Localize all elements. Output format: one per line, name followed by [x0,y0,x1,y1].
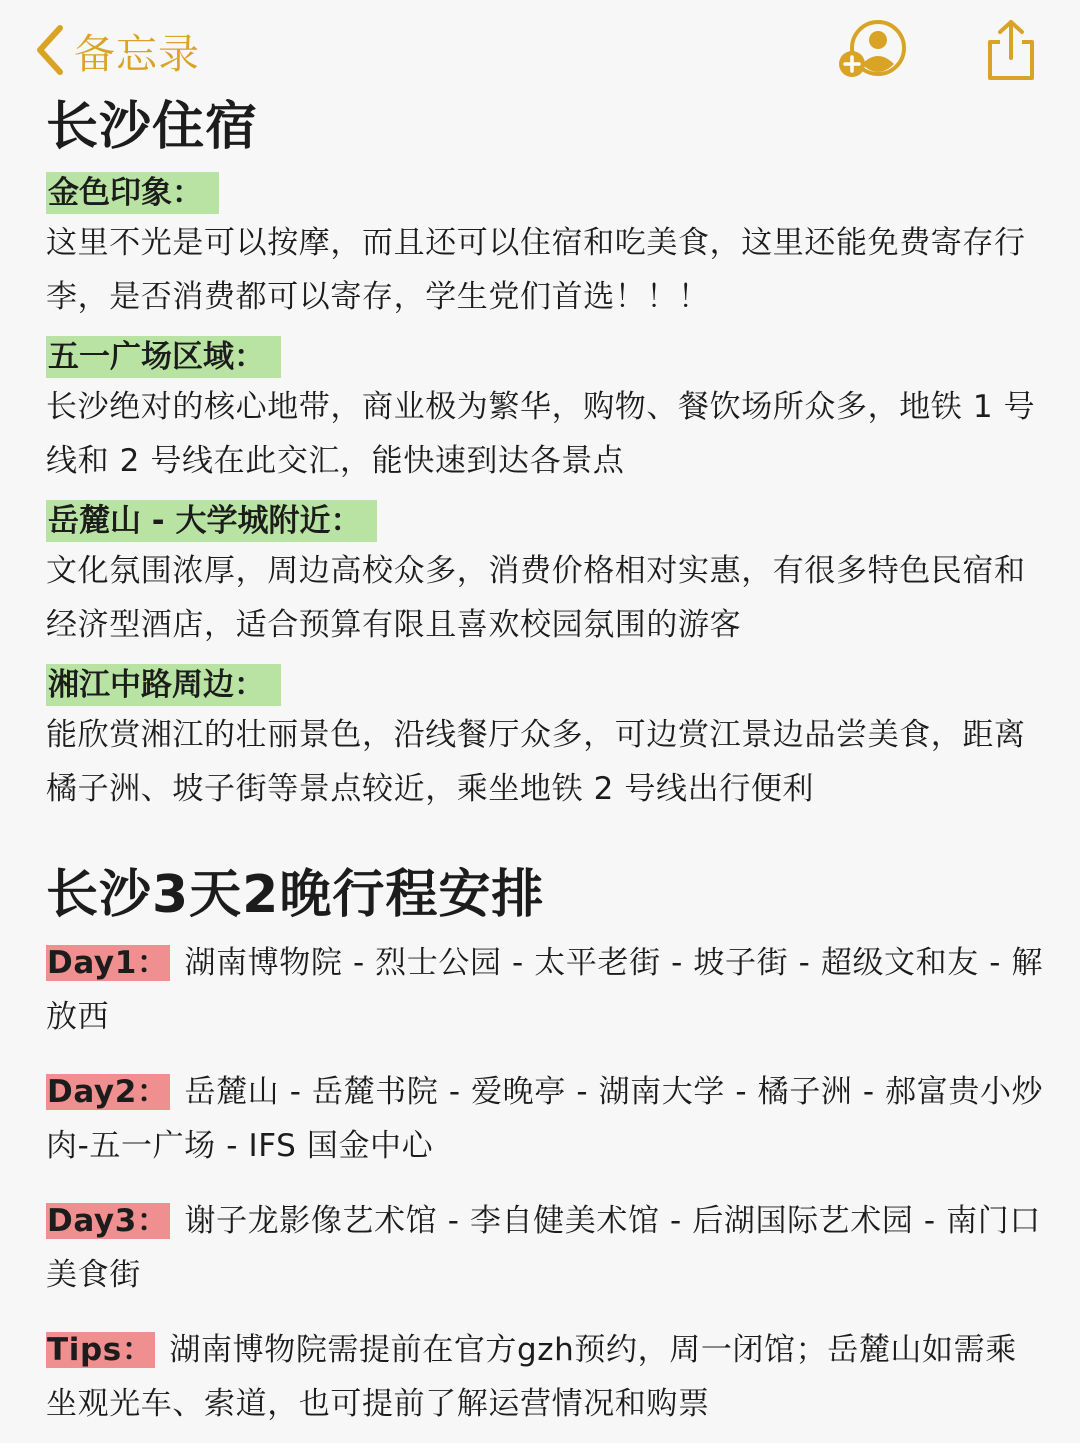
accommodation-area [46,160,1046,324]
day-route: 湖南博物院 - 烈士公园 - 太平老街 - 坡子街 - 超级文和友 - 解放西 [46,945,1044,1035]
chevron-left-icon [34,22,66,78]
back-button[interactable] [34,18,200,82]
accommodation-title: 长沙住宿 [46,97,259,157]
tips-label: Tips： [47,1332,154,1368]
tips-text: 湖南博物院需提前在官方gzh预约，周一闭馆；岳麓山如需乘坐观光车、索道，也可提前了解运营情况和购票 [46,1332,1017,1422]
share-icon [982,69,1040,88]
note-body[interactable] [46,94,1046,1431]
itinerary-day [46,1065,1046,1173]
accommodation-area [46,324,1046,488]
itinerary-title: 长沙3天2晚行程安排 [46,865,545,925]
area-heading: 五一广场区域： [46,336,281,378]
accommodation-area [46,488,1046,652]
day-label: Day2： [47,1074,169,1110]
collaborate-button[interactable] [836,20,910,82]
share-button[interactable] [982,18,1040,84]
area-description: 长沙绝对的核心地带，商业极为繁华，购物、餐饮场所众多，地铁 1 号线和 2 号线在此交汇，能快速到达各景点 [46,389,1036,479]
tips [46,1323,1046,1431]
add-person-icon [836,67,910,86]
day-label: Day3： [47,1203,169,1239]
area-heading: 岳麓山 - 大学城附近： [46,500,377,542]
navigation-bar [0,0,1080,96]
itinerary-day [46,936,1046,1044]
day-route: 岳麓山 - 岳麓书院 - 爱晚亭 - 湖南大学 - 橘子洲 - 郝富贵小炒肉-五一广场 - IFS 国金中心 [46,1074,1044,1164]
area-heading: 金色印象： [46,172,219,214]
day-route: 谢子龙影像艺术馆 - 李自健美术馆 - 后湖国际艺术园 - 南门口美食街 [46,1203,1041,1293]
area-heading: 湘江中路周边： [46,664,281,706]
area-description: 这里不光是可以按摩，而且还可以住宿和吃美食，这里还能免费寄存行李，是否消费都可以寄存，学生党们首选！！！ [46,225,1026,315]
area-description: 能欣赏湘江的壮丽景色，沿线餐厅众多，可边赏江景边品尝美食，距离橘子洲、坡子街等景点较近，乘坐地铁 2 号线出行便利 [46,717,1026,807]
back-label: 备忘录 [74,29,200,78]
itinerary-day [46,1194,1046,1302]
area-description: 文化氛围浓厚，周边高校众多，消费价格相对实惠，有很多特色民宿和经济型酒店，适合预算有限且喜欢校园氛围的游客 [46,553,1026,643]
day-label: Day1： [47,945,169,981]
accommodation-area [46,652,1046,816]
